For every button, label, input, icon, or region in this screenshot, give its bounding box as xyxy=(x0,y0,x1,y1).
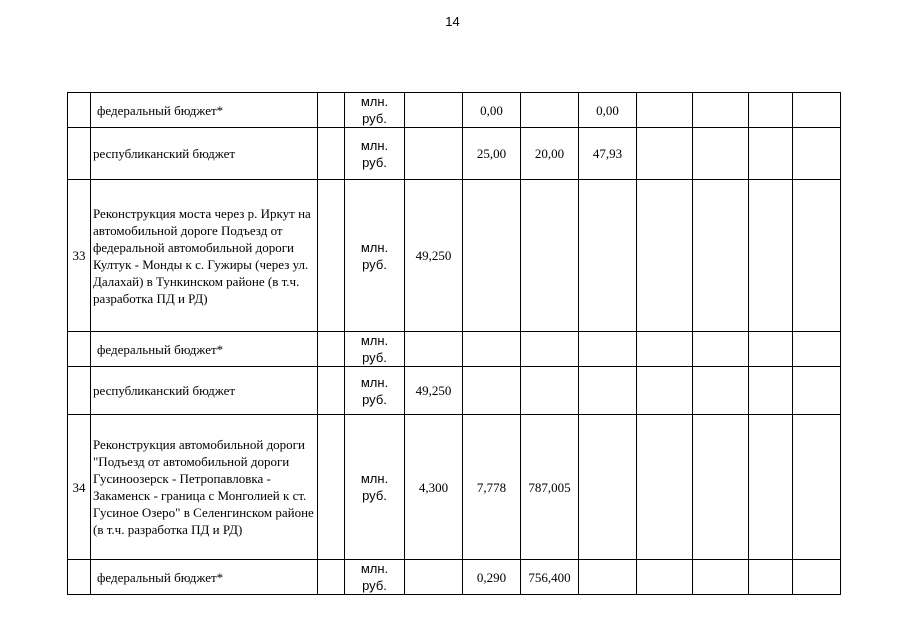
value-cell: 47,93 xyxy=(579,128,637,180)
value-cell xyxy=(405,560,463,595)
row-number xyxy=(68,332,91,367)
empty-cell xyxy=(793,93,841,128)
row-name: республиканский бюджет xyxy=(91,128,318,180)
table-row xyxy=(68,560,841,595)
unit-cell: млн. руб. xyxy=(345,332,405,367)
empty-cell xyxy=(749,560,793,595)
empty-cell xyxy=(693,332,749,367)
unit-cell: млн. руб. xyxy=(345,415,405,560)
value-cell: 20,00 xyxy=(521,128,579,180)
value-cell xyxy=(463,367,521,415)
value-cell: 49,250 xyxy=(405,180,463,332)
empty-cell xyxy=(318,180,345,332)
empty-cell xyxy=(637,93,693,128)
unit-cell: млн. руб. xyxy=(345,93,405,128)
value-cell: 7,778 xyxy=(463,415,521,560)
unit-cell: млн. руб. xyxy=(345,180,405,332)
table-row xyxy=(68,332,841,367)
empty-cell xyxy=(318,93,345,128)
value-cell xyxy=(405,93,463,128)
empty-cell xyxy=(637,180,693,332)
empty-cell xyxy=(693,560,749,595)
empty-cell xyxy=(749,367,793,415)
empty-cell xyxy=(637,332,693,367)
empty-cell xyxy=(318,560,345,595)
value-cell xyxy=(521,93,579,128)
value-cell xyxy=(579,415,637,560)
empty-cell xyxy=(793,128,841,180)
row-number xyxy=(68,367,91,415)
empty-cell xyxy=(793,415,841,560)
page-number: 14 xyxy=(445,14,460,29)
row-number: 33 xyxy=(68,180,91,332)
empty-cell xyxy=(693,128,749,180)
value-cell: 49,250 xyxy=(405,367,463,415)
row-number xyxy=(68,128,91,180)
empty-cell xyxy=(637,128,693,180)
table-row xyxy=(68,180,841,332)
empty-cell xyxy=(749,332,793,367)
row-name: Реконструкция автомобильной дороги "Подъезд от автомобильной дороги Гусиноозерск - Петропавловка - Закаменск - граница с Монголией к ст. Гусиное Озеро" в Селенгинском районе (в т.ч. разработка ПД и РД) xyxy=(91,415,318,560)
row-name: Реконструкция моста через р. Иркут на автомобильной дороге Подъезд от федеральной автомобильной дороги Култук - Монды к с. Гужиры (через ул. Далахай) в Тункинском районе (в т.ч. разработка ПД и РД) xyxy=(91,180,318,332)
table-row xyxy=(68,128,841,180)
value-cell: 4,300 xyxy=(405,415,463,560)
value-cell xyxy=(579,180,637,332)
row-number xyxy=(68,560,91,595)
empty-cell xyxy=(693,93,749,128)
table-row xyxy=(68,367,841,415)
empty-cell xyxy=(693,180,749,332)
value-cell: 756,400 xyxy=(521,560,579,595)
value-cell xyxy=(463,332,521,367)
empty-cell xyxy=(749,93,793,128)
value-cell: 25,00 xyxy=(463,128,521,180)
value-cell: 0,290 xyxy=(463,560,521,595)
value-cell: 0,00 xyxy=(463,93,521,128)
unit-cell: млн. руб. xyxy=(345,560,405,595)
empty-cell xyxy=(637,415,693,560)
value-cell xyxy=(405,128,463,180)
empty-cell xyxy=(318,415,345,560)
unit-cell: млн. руб. xyxy=(345,128,405,180)
row-name: федеральный бюджет* xyxy=(91,560,318,595)
empty-cell xyxy=(318,332,345,367)
empty-cell xyxy=(693,415,749,560)
value-cell xyxy=(579,332,637,367)
budget-table xyxy=(67,92,841,595)
empty-cell xyxy=(793,332,841,367)
row-number: 34 xyxy=(68,415,91,560)
row-name: федеральный бюджет* xyxy=(91,93,318,128)
value-cell: 787,005 xyxy=(521,415,579,560)
empty-cell xyxy=(793,367,841,415)
table-row xyxy=(68,93,841,128)
empty-cell xyxy=(693,367,749,415)
table-row xyxy=(68,415,841,560)
empty-cell xyxy=(318,128,345,180)
empty-cell xyxy=(637,367,693,415)
row-number xyxy=(68,93,91,128)
empty-cell xyxy=(793,180,841,332)
row-name: республиканский бюджет xyxy=(91,367,318,415)
value-cell xyxy=(521,332,579,367)
empty-cell xyxy=(749,180,793,332)
unit-cell: млн. руб. xyxy=(345,367,405,415)
value-cell xyxy=(579,560,637,595)
empty-cell xyxy=(637,560,693,595)
value-cell xyxy=(521,367,579,415)
value-cell xyxy=(405,332,463,367)
value-cell xyxy=(579,367,637,415)
empty-cell xyxy=(749,128,793,180)
value-cell xyxy=(463,180,521,332)
value-cell: 0,00 xyxy=(579,93,637,128)
value-cell xyxy=(521,180,579,332)
empty-cell xyxy=(749,415,793,560)
empty-cell xyxy=(318,367,345,415)
row-name: федеральный бюджет* xyxy=(91,332,318,367)
empty-cell xyxy=(793,560,841,595)
